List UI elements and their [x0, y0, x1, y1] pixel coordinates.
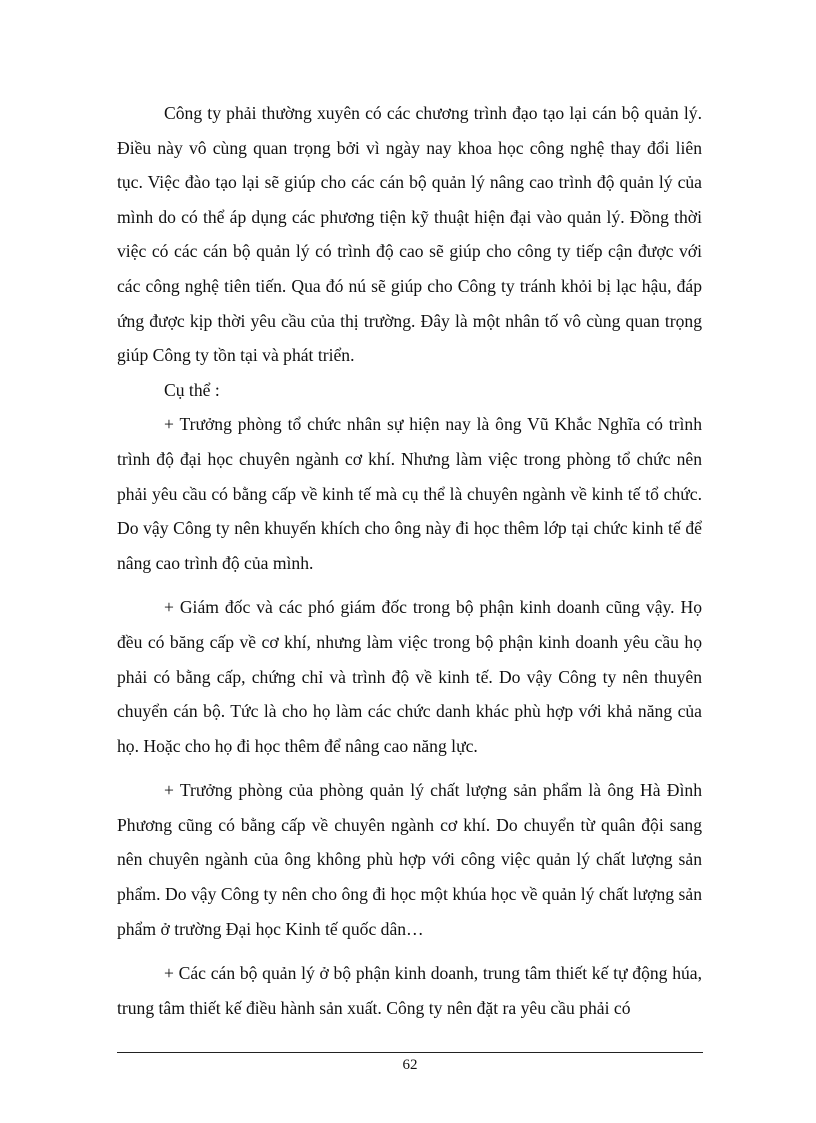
paragraph-quality-head: + Trưởng phòng của phòng quản lý chất lượng sản phẩm là ông Hà Đình Phương cũng có bằng cấp về chuyên ngành cơ khí. Do chuyển từ quân đội sang nên chuyên ngành của ông không phù hợp với công việc quản lý chất lượng sản phẩm. Do vậy Công ty nên cho ông đi học một khúa học về quản lý chất lượng sản phẩm ở trường Đại học Kinh tế quốc dân… [117, 780, 702, 939]
paragraph-training: Công ty phải thường xuyên có các chương trình đạo tạo lại cán bộ quản lý. Điều này vô cùng quan trọng bởi vì ngày nay khoa học công nghệ thay đổi liên tục. Việc đào tạo lại sẽ giúp cho các cán bộ quản lý nâng cao trình độ quản lý của mình do có thể áp dụng các phương tiện kỹ thuật hiện đại vào quản lý. Đồng thời việc có các cán bộ quản lý có trình độ cao sẽ giúp cho công ty tiếp cận được với các công nghệ tiên tiến. Qua đó nú sẽ giúp cho Công ty tránh khỏi bị lạc hậu, đáp ứng được kịp thời yêu cầu của thị trường. Đây là một nhân tố vô cùng quan trọng giúp Công ty tồn tại và phát triển. [117, 103, 702, 366]
paragraph-specifically: Cụ thể : [164, 379, 220, 400]
paragraph-hr-head: + Trưởng phòng tổ chức nhân sự hiện nay là ông Vũ Khắc Nghĩa có trình trình độ đại học chuyên ngành cơ khí. Nhưng làm việc trong phòng tổ chức nên phải yêu cầu có bằng cấp về kinh tế mà cụ thể là chuyên ngành về kinh tế tổ chức. Do vậy Công ty nên khuyến khích cho ông này đi học thêm lớp tại chức kinh tế để nâng cao trình độ của mình. [117, 414, 702, 573]
page-number: 62 [402, 1057, 418, 1073]
document-body [117, 96, 702, 1025]
paragraph-managers: + Các cán bộ quản lý ở bộ phận kinh doanh, trung tâm thiết kế tự động húa, trung tâm thiết kế điều hành sản xuất. Công ty nên đặt ra yêu cầu phải có [117, 963, 702, 1018]
footer-divider [117, 1052, 703, 1053]
paragraph-directors: + Giám đốc và các phó giám đốc trong bộ phận kinh doanh cũng vậy. Họ đều có băng cấp về cơ khí, nhưng làm việc trong bộ phận kinh doanh yêu cầu họ phải có bằng cấp, chứng chỉ và trình độ về kinh tế. Do vậy Công ty nên thuyên chuyển cán bộ. Tức là cho họ làm các chức danh khác phù hợp với khả năng của họ. Hoặc cho họ đi học thêm để nâng cao năng lực. [117, 597, 702, 756]
